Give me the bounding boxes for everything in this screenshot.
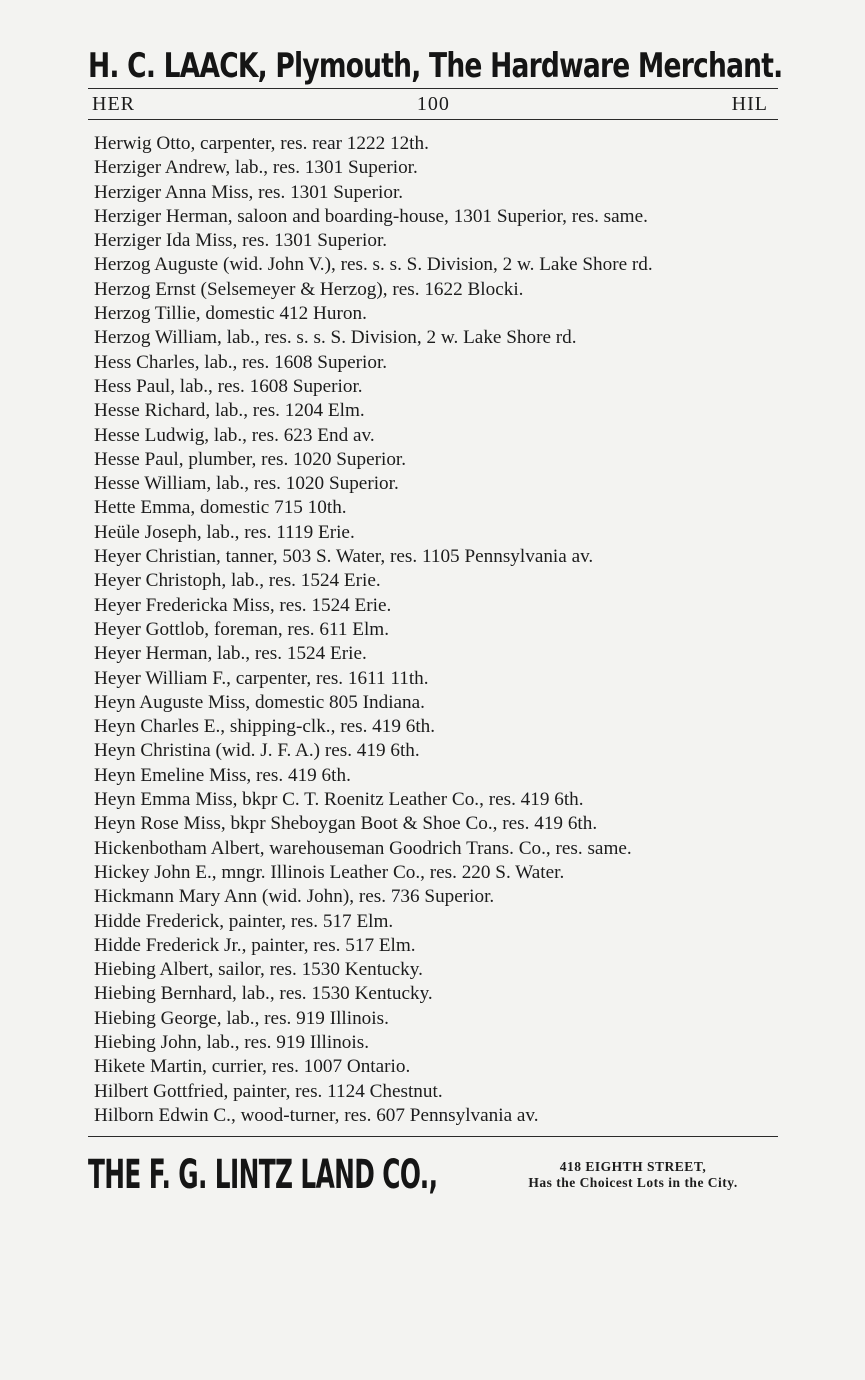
directory-entry: Hikete Martin, currier, res. 1007 Ontario. [94,1056,411,1078]
directory-entry: Hidde Frederick Jr., painter, res. 517 Elm. [94,934,416,956]
directory-entry: Herwig Otto, carpenter, res. rear 1222 12th. [94,133,429,154]
directory-entry: Herziger Herman, saloon and boarding-house, 1301 Superior, res. same. [94,205,648,227]
footer-ad-company: THE F. G. LINTZ LAND CO., [88,1152,438,1199]
directory-entry: Herzog Ernst (Selsemeyer & Herzog), res. 1622 Blocki. [94,278,524,300]
running-head [88,89,778,119]
directory-entry: Hesse Paul, plumber, res. 1020 Superior. [94,448,407,470]
directory-entry: Hiebing Albert, sailor, res. 1530 Kentucky. [94,959,423,981]
directory-entry: Hickenbotham Albert, warehouseman Goodrich Trans. Co., res. same. [94,837,632,859]
footer-ad-details [488,1159,778,1191]
header-advertisement: H. C. LAACK, Plymouth, The Hardware Merchant. [88,46,783,86]
directory-entry: Heyn Rose Miss, bkpr Sheboygan Boot & Shoe Co., res. 419 6th. [94,813,598,835]
footer-ad-address: 418 EIGHTH STREET, [559,1159,707,1175]
directory-entry: Heyer Herman, lab., res. 1524 Erie. [94,643,367,665]
directory-entry: Heyer Christian, tanner, 503 S. Water, res. 1105 Pennsylvania av. [94,546,594,568]
directory-entry: Hesse William, lab., res. 1020 Superior. [94,473,399,495]
directory-entry: Herziger Andrew, lab., res. 1301 Superior. [94,157,418,179]
directory-entry: Hilborn Edwin C., wood-turner, res. 607 Pennsylvania av. [94,1104,539,1126]
directory-entry: Hess Charles, lab., res. 1608 Superior. [94,351,388,373]
directory-entry: Heyn Auguste Miss, domestic 805 Indiana. [94,691,425,713]
directory-entry: Heyer Christoph, lab., res. 1524 Erie. [94,570,381,592]
directory-entry: Hickey John E., mngr. Illinois Leather Co., res. 220 S. Water. [94,861,565,883]
running-head-right: HIL [731,92,768,115]
directory-entry: Heyn Charles E., shipping-clk., res. 419 6th. [94,716,436,738]
directory-entry: Heyn Emeline Miss, res. 419 6th. [94,764,351,786]
directory-entry: Heyn Emma Miss, bkpr C. T. Roenitz Leather Co., res. 419 6th. [94,789,584,811]
directory-entry: Hess Paul, lab., res. 1608 Superior. [94,375,363,397]
directory-entry: Hilbert Gottfried, painter, res. 1124 Chestnut. [94,1080,443,1102]
directory-entry: Heyer Fredericka Miss, res. 1524 Erie. [94,594,392,616]
directory-entry: Hette Emma, domestic 715 10th. [94,497,347,519]
running-head-left: HER [92,92,135,115]
directory-entry: Heyer Gottlob, foreman, res. 611 Elm. [94,618,390,640]
directory-entry: Hiebing George, lab., res. 919 Illinois. [94,1007,389,1029]
directory-entry: Hesse Richard, lab., res. 1204 Elm. [94,400,365,422]
directory-entries [88,132,778,1128]
directory-entry: Herzog Tillie, domestic 412 Huron. [94,303,367,325]
directory-entry: Hidde Frederick, painter, res. 517 Elm. [94,910,394,932]
directory-entry: Herziger Ida Miss, res. 1301 Superior. [94,230,388,252]
directory-entry: Hiebing John, lab., res. 919 Illinois. [94,1031,369,1053]
directory-entry: Herzog Auguste (wid. John V.), res. s. s. S. Division, 2 w. Lake Shore rd. [94,254,653,276]
directory-entry: Heyn Christina (wid. J. F. A.) res. 419 6th. [94,740,420,762]
page-number: 100 [416,92,450,115]
directory-entry: Herziger Anna Miss, res. 1301 Superior. [94,181,404,203]
footer-ad-tagline: Has the Choicest Lots in the City. [528,1175,738,1191]
directory-entry: Hiebing Bernhard, lab., res. 1530 Kentucky. [94,983,433,1005]
directory-entry: Heyer William F., carpenter, res. 1611 11th. [94,667,429,689]
directory-page [88,44,783,1344]
directory-entry: Herzog William, lab., res. s. s. S. Division, 2 w. Lake Shore rd. [94,327,577,349]
directory-entry: Hesse Ludwig, lab., res. 623 End av. [94,424,375,446]
directory-entry: Heüle Joseph, lab., res. 1119 Erie. [94,521,355,543]
footer-rule [88,1136,778,1137]
footer-advertisement [88,1145,778,1205]
header-rule-bottom [88,119,778,120]
directory-entry: Hickmann Mary Ann (wid. John), res. 736 Superior. [94,886,495,908]
